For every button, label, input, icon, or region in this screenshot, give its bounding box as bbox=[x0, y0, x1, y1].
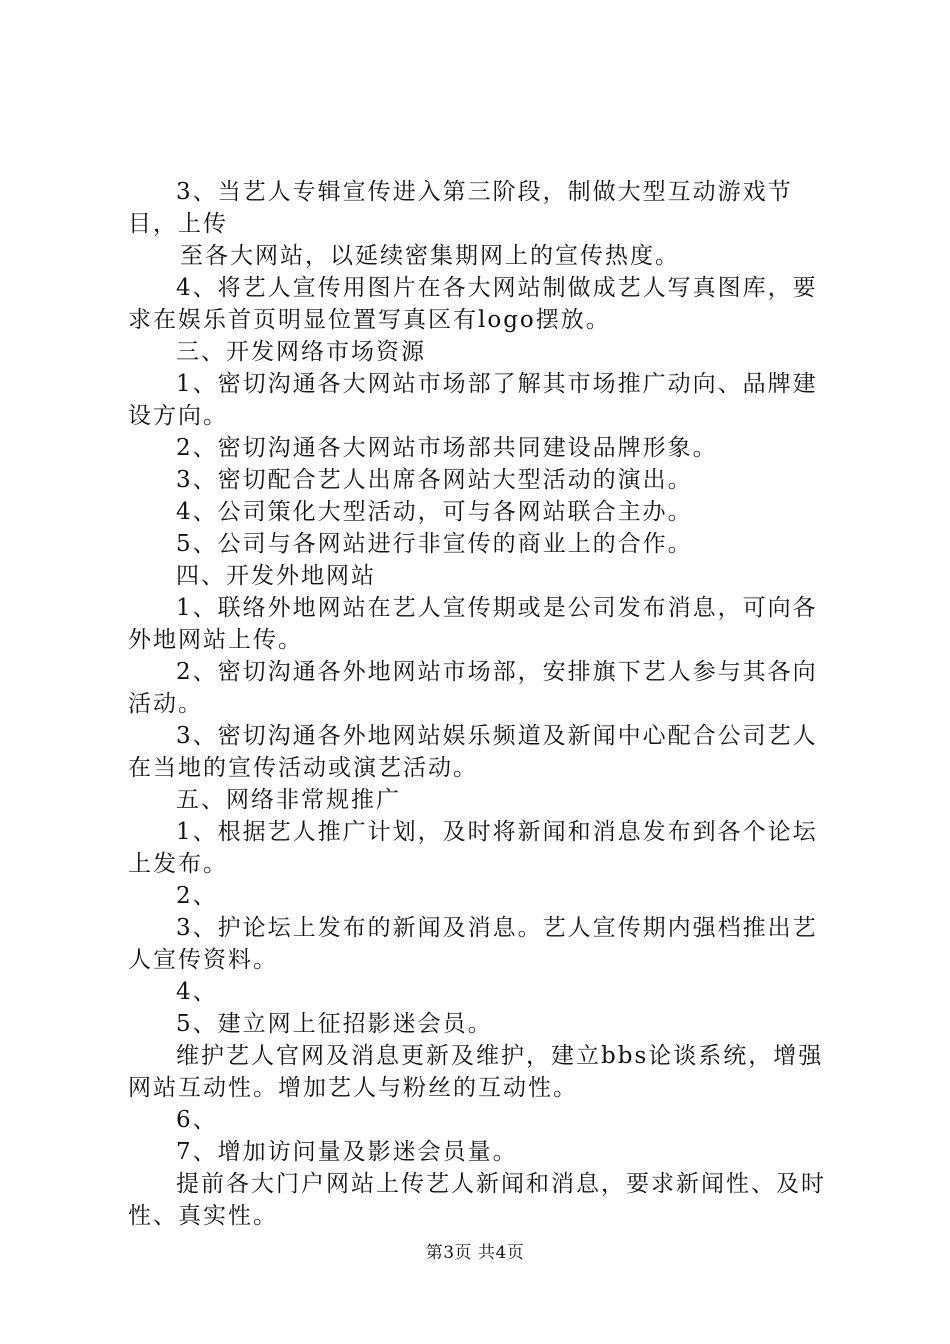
paragraph: 4、公司策化大型活动，可与各网站联合主办。 bbox=[176, 499, 693, 525]
paragraph: 1、联络外地网站在艺人宣传期或是公司发布消息，可向各外地网站上传。 bbox=[128, 595, 818, 653]
paragraph: 5、公司与各网站进行非宣传的商业上的合作。 bbox=[176, 531, 693, 557]
paragraph: 至各大网站，以延续密集期网上的宣传热度。 bbox=[180, 243, 680, 269]
paragraph: 3、密切配合艺人出席各网站大型活动的演出。 bbox=[176, 467, 693, 493]
paragraph: 提前各大门户网站上传艺人新闻和消息，要求新闻性、及时性、真实性。 bbox=[128, 1171, 826, 1229]
section-heading: 三、开发网络市场资源 bbox=[176, 339, 426, 365]
paragraph: 1、根据艺人推广计划，及时将新闻和消息发布到各个论坛上发布。 bbox=[128, 819, 818, 877]
paragraph: 1、密切沟通各大网站市场部了解其市场推广动向、品牌建设方向。 bbox=[128, 371, 818, 429]
paragraph: 3、密切沟通各外地网站娱乐频道及新闻中心配合公司艺人在当地的宣传活动或演艺活动。 bbox=[128, 723, 818, 781]
paragraph: 7、增加访问量及影迷会员量。 bbox=[176, 1139, 518, 1165]
section-heading: 五、网络非常规推广 bbox=[176, 787, 401, 813]
paragraph: 5、建立网上征招影迷会员。 bbox=[176, 1011, 493, 1037]
paragraph: 3、当艺人专辑宣传进入第三阶段，制做大型互动游戏节目，上传 bbox=[128, 179, 793, 237]
paragraph: 2、密切沟通各大网站市场部共同建设品牌形象。 bbox=[176, 435, 718, 461]
paragraph: 6、 bbox=[176, 1107, 218, 1133]
paragraph: 4、 bbox=[176, 979, 218, 1005]
paragraph: 维护艺人官网及消息更新及维护，建立bbs论谈系统，增强网站互动性。增加艺人与粉丝的互动性。 bbox=[128, 1043, 824, 1101]
page-footer bbox=[0, 1243, 950, 1263]
section-heading: 四、开发外地网站 bbox=[176, 563, 376, 589]
paragraph: 3、护论坛上发布的新闻及消息。艺人宣传期内强档推出艺人宣传资料。 bbox=[128, 915, 818, 973]
page-number-label: 第3页 共4页 bbox=[425, 1243, 525, 1263]
paragraph: 2、密切沟通各外地网站市场部，安排旗下艺人参与其各向活动。 bbox=[128, 659, 818, 717]
paragraph: 2、 bbox=[176, 883, 218, 909]
paragraph: 4、将艺人宣传用图片在各大网站制做成艺人写真图库，要求在娱乐首页明显位置写真区有logo摆放。 bbox=[128, 275, 818, 333]
document-body bbox=[128, 176, 833, 1232]
